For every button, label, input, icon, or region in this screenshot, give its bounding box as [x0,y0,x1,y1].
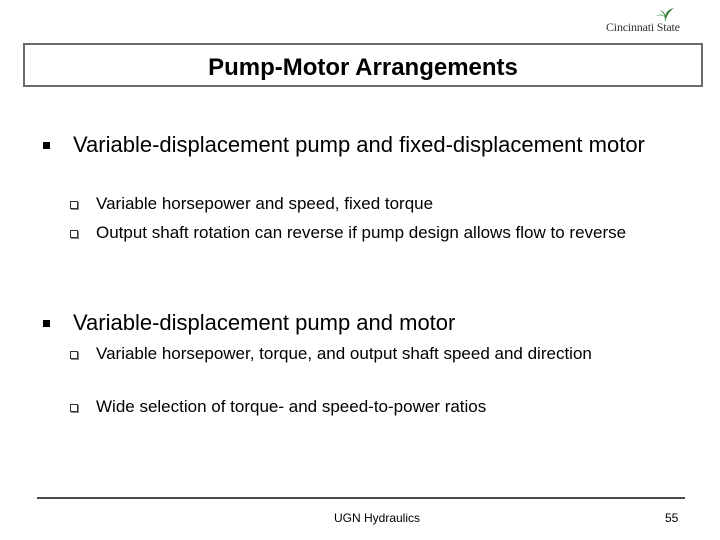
sub-bullet-box [70,351,78,359]
sub-bullet-box [70,201,78,209]
bullet-square [43,142,50,149]
sub-bullet-box [70,230,78,238]
footer-course-name: UGN Hydraulics [334,511,421,525]
bullet-text: Variable-displacement pump and fixed-displacement motor [73,132,645,157]
logo-wordmark: Cincinnati State [606,20,680,34]
cincinnati-state-logo [602,8,714,36]
bullet-square [43,320,50,327]
sub-bullet-text: Output shaft rotation can reverse if pump design allows flow to reverse [96,223,627,242]
page-number: 55 [665,511,679,525]
sub-bullet-box [70,404,78,412]
footer-divider [37,497,685,499]
bullet-text: Variable-displacement pump and motor [73,310,456,335]
title-box [23,43,703,87]
page-title: Pump-Motor Arrangements [208,54,518,81]
sub-bullet-text: Variable horsepower and speed, fixed torque [96,194,434,213]
sub-bullet-text: Wide selection of torque- and speed-to-power ratios [96,397,487,416]
sub-bullet-text: Variable horsepower, torque, and output shaft speed and direction [96,344,592,363]
